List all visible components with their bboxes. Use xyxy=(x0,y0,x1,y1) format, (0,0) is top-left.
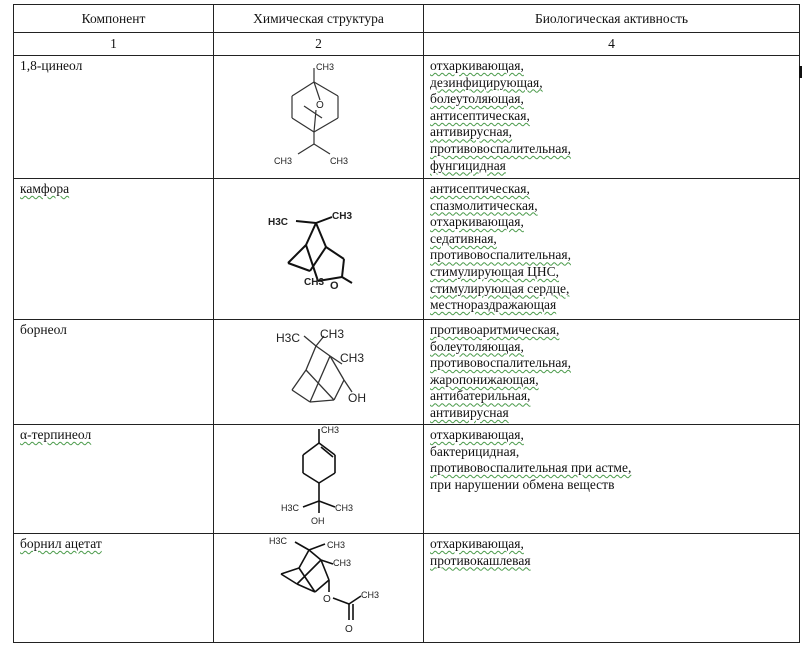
activity-list xyxy=(424,320,799,424)
structure-cell xyxy=(214,320,424,425)
structure-cell xyxy=(214,56,424,179)
activity-item: отхаркивающая, xyxy=(430,58,524,73)
table-row xyxy=(14,56,800,179)
activity-item: местнораздражающая xyxy=(430,297,557,313)
structure-label: CH3 xyxy=(319,327,344,341)
component-name: камфора xyxy=(20,181,70,196)
activity-item: противовоспалительная, xyxy=(430,247,571,263)
structure-label: CH3 xyxy=(303,277,324,288)
structure-label: CH3 xyxy=(273,156,292,166)
component-name: борнил ацетат xyxy=(20,536,102,551)
activity-item: противовоспалительная, xyxy=(430,355,571,371)
structure-label: O xyxy=(322,594,331,605)
structure-label: CH3 xyxy=(331,211,352,222)
bornyl-acetate-structure xyxy=(239,534,399,638)
activity-item: антивирусная, xyxy=(430,124,513,140)
activity-item: жаропонижающая, xyxy=(430,371,539,387)
activity-item: при нарушении обмена веществ xyxy=(430,476,615,492)
structure-label: CH3 xyxy=(360,590,379,600)
header-cell: Химическая структура xyxy=(214,5,424,33)
activity-item: фунгицидная xyxy=(430,157,506,173)
column-number: 1 xyxy=(14,33,214,56)
structure-label: CH3 xyxy=(329,156,348,166)
structure-cell xyxy=(214,425,424,534)
activity-item: противовоспалительная при астме, xyxy=(430,460,632,476)
cineole-structure xyxy=(254,56,384,174)
table-row xyxy=(14,179,800,320)
activity-item: болеутоляющая, xyxy=(430,338,524,354)
structure-cell xyxy=(214,534,424,643)
header-cell: Компонент xyxy=(14,5,214,33)
terpene-table xyxy=(13,4,800,643)
component-name: α-терпинеол xyxy=(20,427,92,442)
structure-label: H3C xyxy=(268,536,287,546)
activity-item: стимулирующая ЦНС, xyxy=(430,263,560,279)
structure-label: OH xyxy=(310,516,324,526)
structure-label: OH xyxy=(347,391,366,405)
column-number-row xyxy=(14,33,800,56)
table-row xyxy=(14,425,800,534)
borneol-structure xyxy=(244,320,394,420)
component-name: 1,8-цинеол xyxy=(20,58,83,73)
structure-label: H3C xyxy=(280,503,299,513)
activity-item: отхаркивающая, xyxy=(430,536,524,551)
structure-label: CH3 xyxy=(339,351,364,365)
activity-item: отхаркивающая, xyxy=(430,427,524,442)
activity-list xyxy=(424,56,799,176)
camphor-structure xyxy=(244,179,394,309)
column-number: 2 xyxy=(214,33,424,56)
structure-label: CH3 xyxy=(326,540,345,550)
component-name: борнеол xyxy=(20,322,67,337)
column-number: 4 xyxy=(424,33,800,56)
structure-label: CH3 xyxy=(332,558,351,568)
text-cursor xyxy=(799,66,802,78)
structure-label: H3C xyxy=(275,331,300,345)
activity-list xyxy=(424,425,799,495)
activity-list xyxy=(424,179,799,316)
structure-label: CH3 xyxy=(315,62,334,72)
structure-label: O xyxy=(329,280,339,292)
structure-label: CH3 xyxy=(334,503,353,513)
header-row xyxy=(14,5,800,33)
activity-item: антибатерильная, xyxy=(430,388,531,404)
header-cell: Биологическая активность xyxy=(424,5,800,33)
activity-item: антисептическая, xyxy=(430,107,530,123)
activity-item: антисептическая, xyxy=(430,181,530,196)
activity-item: противокашлевая xyxy=(430,552,531,568)
structure-label: O xyxy=(315,100,324,111)
activity-item: антивирусная xyxy=(430,404,509,420)
activity-item: отхаркивающая, xyxy=(430,214,524,230)
activity-item: противовоспалительная, xyxy=(430,140,571,156)
activity-item: дезинфицирующая, xyxy=(430,74,543,90)
structure-cell xyxy=(214,179,424,320)
table-row xyxy=(14,534,800,643)
structure-label: O xyxy=(344,624,353,635)
activity-list xyxy=(424,534,799,571)
activity-item: спазмолитическая, xyxy=(430,197,538,213)
structure-label: CH3 xyxy=(320,425,339,435)
activity-item: болеутоляющая, xyxy=(430,91,524,107)
activity-item: бактерицидная, xyxy=(430,443,520,459)
structure-label: H3C xyxy=(267,217,288,228)
activity-item: противоаритмическая, xyxy=(430,322,560,337)
table-row xyxy=(14,320,800,425)
activity-item: седативная, xyxy=(430,230,497,246)
terpineol-structure xyxy=(249,425,389,531)
activity-item: стимулирующая сердце, xyxy=(430,280,570,296)
